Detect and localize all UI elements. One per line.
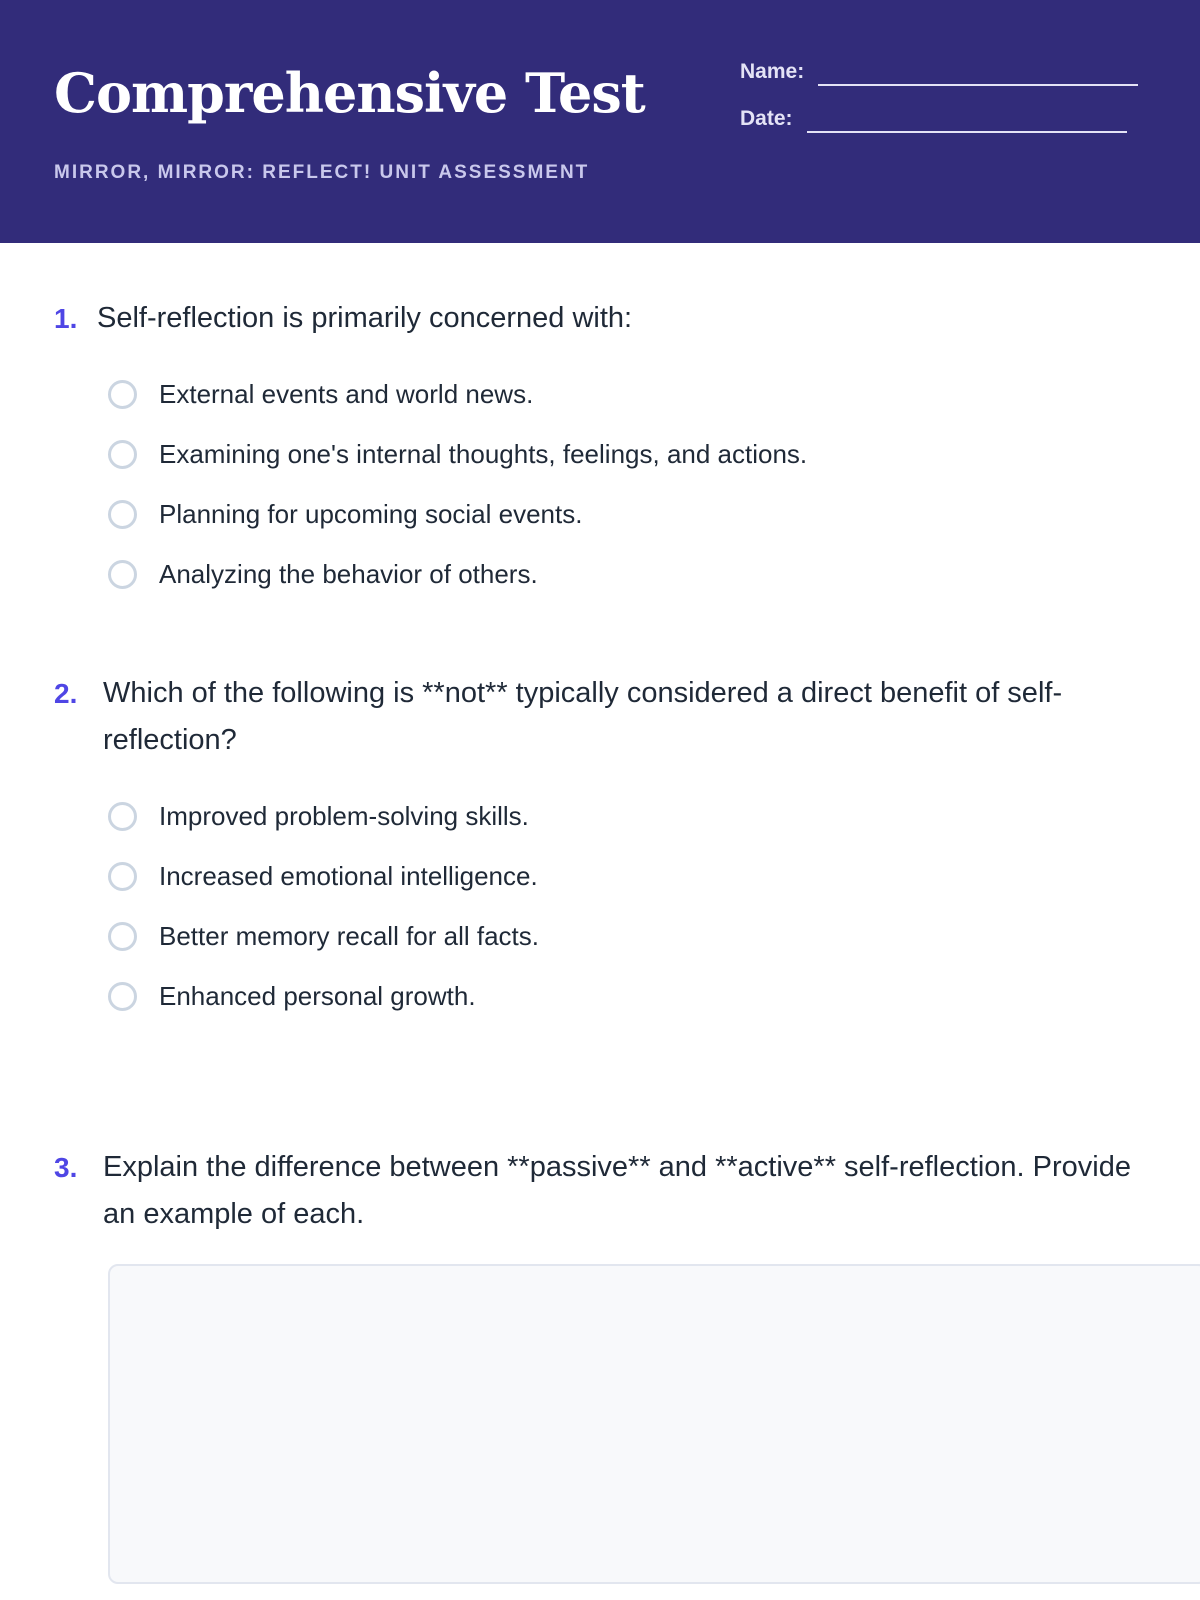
option-item[interactable] [108,966,1154,1026]
page-subtitle: MIRROR, MIRROR: REFLECT! UNIT ASSESSMENT [54,162,590,183]
question-2 [54,670,1154,1026]
option-label: Increased emotional intelligence. [159,860,538,891]
option-item[interactable] [108,424,1154,484]
option-label: External events and world news. [159,378,534,409]
radio-button[interactable] [108,560,137,589]
date-field-row [740,103,1127,133]
option-item[interactable] [108,484,1154,544]
name-field[interactable] [818,56,1138,86]
test-header [0,0,1200,243]
question-1-heading [54,295,1154,342]
question-2-heading [54,670,1154,764]
answer-box[interactable] [108,1264,1200,1584]
question-3 [54,1144,1154,1238]
answer-textarea[interactable] [110,1266,1200,1582]
option-item[interactable] [108,906,1154,966]
radio-button[interactable] [108,802,137,831]
option-item[interactable] [108,544,1154,604]
option-item[interactable] [108,786,1154,846]
option-label: Planning for upcoming social events. [159,498,583,529]
question-number: 3. [54,1152,78,1183]
name-field-row [740,56,1138,86]
date-field[interactable] [807,103,1127,133]
question-1 [54,295,1154,604]
radio-button[interactable] [108,982,137,1011]
option-label: Analyzing the behavior of others. [159,558,538,589]
radio-button[interactable] [108,380,137,409]
name-label: Name: [740,60,805,83]
option-item[interactable] [108,846,1154,906]
question-text: Self-reflection is primarily concerned with: [97,302,633,334]
option-list [108,364,1154,604]
question-text: Explain the difference between **passive** and **active** self-reflection. Provide an example of each. [103,1151,1131,1230]
option-label: Better memory recall for all facts. [159,920,539,951]
radio-button[interactable] [108,922,137,951]
option-item[interactable] [108,364,1154,424]
page-title: Comprehensive Test [54,61,645,125]
radio-button[interactable] [108,500,137,529]
option-label: Enhanced personal growth. [159,980,476,1011]
question-number: 2. [54,678,78,709]
option-label: Examining one's internal thoughts, feelings, and actions. [159,438,808,469]
radio-button[interactable] [108,440,137,469]
question-text: Which of the following is **not** typically considered a direct benefit of self-reflection? [103,677,1063,756]
option-label: Improved problem-solving skills. [159,800,529,831]
option-list [108,786,1154,1026]
question-number: 1. [54,303,78,334]
question-3-heading [54,1144,1154,1238]
radio-button[interactable] [108,862,137,891]
date-label: Date: [740,107,793,130]
